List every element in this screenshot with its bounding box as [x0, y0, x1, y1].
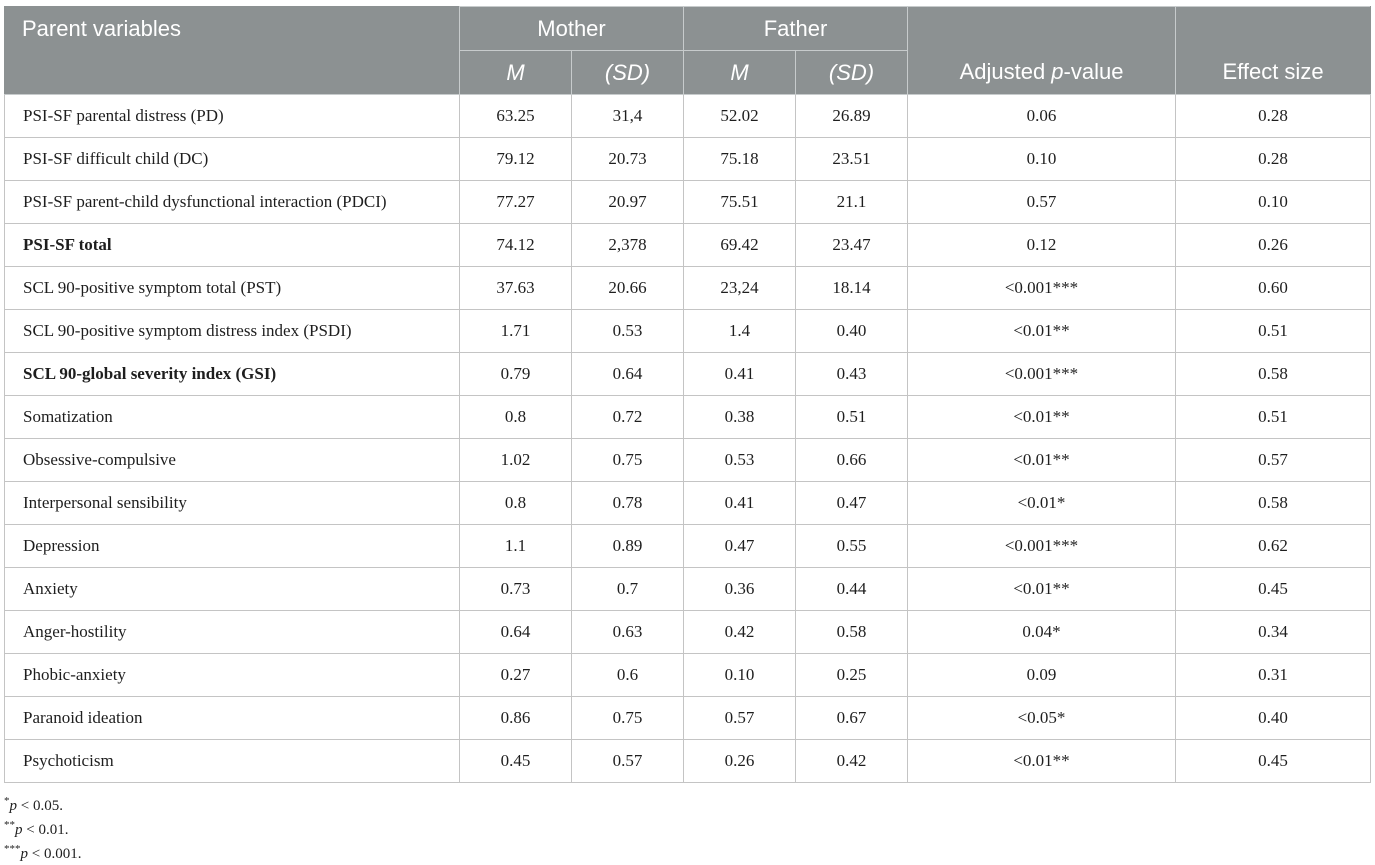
cell-mother-m: 1.1	[460, 525, 572, 568]
cell-father-sd: 0.43	[796, 353, 908, 396]
cell-father-m: 0.53	[684, 439, 796, 482]
cell-adjusted-p-value: 0.06	[908, 95, 1176, 138]
cell-adjusted-p-value: <0.01**	[908, 396, 1176, 439]
cell-father-sd: 23.51	[796, 138, 908, 181]
cell-variable: PSI-SF total	[5, 224, 460, 267]
cell-variable: PSI-SF difficult child (DC)	[5, 138, 460, 181]
cell-father-m: 69.42	[684, 224, 796, 267]
cell-variable: Paranoid ideation	[5, 697, 460, 740]
cell-father-m: 23,24	[684, 267, 796, 310]
cell-mother-sd: 0.89	[572, 525, 684, 568]
cell-father-sd: 0.58	[796, 611, 908, 654]
cell-effect-size: 0.51	[1176, 310, 1371, 353]
table-row	[5, 439, 1371, 482]
cell-father-sd: 23.47	[796, 224, 908, 267]
cell-variable: PSI-SF parental distress (PD)	[5, 95, 460, 138]
header-adjusted-p-value	[908, 7, 1176, 95]
cell-mother-sd: 0.64	[572, 353, 684, 396]
cell-father-m: 0.26	[684, 740, 796, 783]
table-body	[5, 95, 1371, 783]
cell-adjusted-p-value: <0.01*	[908, 482, 1176, 525]
footnote-p: p	[15, 822, 23, 838]
cell-father-sd: 0.44	[796, 568, 908, 611]
footnote-stars: ***	[4, 843, 21, 855]
header-mother-m: M	[460, 51, 572, 95]
table-row	[5, 482, 1371, 525]
header-mother: Mother	[460, 7, 684, 51]
footnote	[4, 814, 81, 838]
header-father-m: M	[684, 51, 796, 95]
footnote-text: < 0.05.	[17, 798, 63, 814]
cell-father-m: 52.02	[684, 95, 796, 138]
cell-mother-sd: 0.63	[572, 611, 684, 654]
cell-variable: SCL 90-global severity index (GSI)	[5, 353, 460, 396]
cell-adjusted-p-value: <0.01**	[908, 439, 1176, 482]
results-table	[4, 6, 1371, 783]
cell-mother-sd: 20.66	[572, 267, 684, 310]
header-adjusted-p-italic: p	[1051, 59, 1064, 84]
cell-variable: Interpersonal sensibility	[5, 482, 460, 525]
cell-father-sd: 0.51	[796, 396, 908, 439]
cell-mother-sd: 0.78	[572, 482, 684, 525]
table-row	[5, 654, 1371, 697]
cell-adjusted-p-value: <0.001***	[908, 353, 1176, 396]
cell-father-m: 1.4	[684, 310, 796, 353]
footnote-text: < 0.001.	[28, 846, 82, 862]
table-header	[5, 7, 1371, 95]
cell-effect-size: 0.10	[1176, 181, 1371, 224]
header-adjusted-p-suffix: -value	[1063, 59, 1124, 84]
cell-father-sd: 0.67	[796, 697, 908, 740]
cell-adjusted-p-value: 0.09	[908, 654, 1176, 697]
cell-effect-size: 0.40	[1176, 697, 1371, 740]
cell-effect-size: 0.34	[1176, 611, 1371, 654]
cell-adjusted-p-value: 0.57	[908, 181, 1176, 224]
cell-variable: Depression	[5, 525, 460, 568]
header-father: Father	[684, 7, 908, 51]
cell-father-m: 0.38	[684, 396, 796, 439]
table-row	[5, 224, 1371, 267]
cell-adjusted-p-value: 0.10	[908, 138, 1176, 181]
cell-father-m: 0.57	[684, 697, 796, 740]
table-row	[5, 310, 1371, 353]
header-parent-variables: Parent variables	[5, 7, 460, 95]
table-row	[5, 525, 1371, 568]
cell-father-sd: 0.42	[796, 740, 908, 783]
cell-mother-m: 0.79	[460, 353, 572, 396]
cell-mother-m: 0.8	[460, 396, 572, 439]
cell-father-m: 0.42	[684, 611, 796, 654]
footnote-p: p	[20, 846, 28, 862]
cell-mother-m: 0.73	[460, 568, 572, 611]
cell-mother-m: 74.12	[460, 224, 572, 267]
footnotes	[4, 790, 81, 862]
cell-variable: PSI-SF parent-child dysfunctional interaction (PDCI)	[5, 181, 460, 224]
cell-mother-m: 0.64	[460, 611, 572, 654]
cell-father-m: 75.51	[684, 181, 796, 224]
cell-effect-size: 0.26	[1176, 224, 1371, 267]
cell-effect-size: 0.60	[1176, 267, 1371, 310]
cell-mother-sd: 0.75	[572, 439, 684, 482]
cell-effect-size: 0.57	[1176, 439, 1371, 482]
cell-effect-size: 0.62	[1176, 525, 1371, 568]
cell-adjusted-p-value: <0.01**	[908, 740, 1176, 783]
cell-variable: Anger-hostility	[5, 611, 460, 654]
cell-father-sd: 0.66	[796, 439, 908, 482]
cell-mother-sd: 0.53	[572, 310, 684, 353]
cell-mother-sd: 31,4	[572, 95, 684, 138]
cell-mother-m: 79.12	[460, 138, 572, 181]
cell-effect-size: 0.45	[1176, 568, 1371, 611]
table-row	[5, 138, 1371, 181]
cell-mother-sd: 20.73	[572, 138, 684, 181]
cell-father-m: 0.47	[684, 525, 796, 568]
cell-effect-size: 0.51	[1176, 396, 1371, 439]
table-row	[5, 396, 1371, 439]
cell-mother-m: 1.02	[460, 439, 572, 482]
footnote-stars: **	[4, 819, 15, 831]
cell-mother-m: 37.63	[460, 267, 572, 310]
cell-mother-sd: 2,378	[572, 224, 684, 267]
cell-father-sd: 18.14	[796, 267, 908, 310]
cell-adjusted-p-value: <0.01**	[908, 568, 1176, 611]
cell-variable: Anxiety	[5, 568, 460, 611]
cell-effect-size: 0.28	[1176, 95, 1371, 138]
footnote-text: < 0.01.	[22, 822, 69, 838]
cell-variable: SCL 90-positive symptom distress index (PSDI)	[5, 310, 460, 353]
footnote	[4, 838, 81, 862]
cell-father-sd: 0.40	[796, 310, 908, 353]
header-adjusted-p-prefix: Adjusted	[959, 59, 1052, 84]
cell-mother-m: 0.45	[460, 740, 572, 783]
cell-mother-sd: 0.7	[572, 568, 684, 611]
table-row	[5, 697, 1371, 740]
cell-effect-size: 0.58	[1176, 482, 1371, 525]
header-father-sd: (SD)	[796, 51, 908, 95]
table-row	[5, 181, 1371, 224]
cell-effect-size: 0.58	[1176, 353, 1371, 396]
cell-father-sd: 0.25	[796, 654, 908, 697]
cell-effect-size: 0.28	[1176, 138, 1371, 181]
cell-father-m: 0.41	[684, 482, 796, 525]
header-mother-sd: (SD)	[572, 51, 684, 95]
cell-father-m: 75.18	[684, 138, 796, 181]
cell-mother-m: 0.86	[460, 697, 572, 740]
cell-variable: Somatization	[5, 396, 460, 439]
cell-effect-size: 0.31	[1176, 654, 1371, 697]
cell-mother-sd: 0.57	[572, 740, 684, 783]
cell-variable: Phobic-anxiety	[5, 654, 460, 697]
cell-father-sd: 26.89	[796, 95, 908, 138]
cell-mother-m: 0.27	[460, 654, 572, 697]
cell-adjusted-p-value: <0.001***	[908, 525, 1176, 568]
cell-father-sd: 0.47	[796, 482, 908, 525]
table-row	[5, 95, 1371, 138]
footnote-p: p	[9, 798, 17, 814]
cell-adjusted-p-value: 0.04*	[908, 611, 1176, 654]
cell-mother-sd: 20.97	[572, 181, 684, 224]
table-row	[5, 267, 1371, 310]
cell-adjusted-p-value: <0.001***	[908, 267, 1176, 310]
cell-father-m: 0.41	[684, 353, 796, 396]
cell-variable: Obsessive-compulsive	[5, 439, 460, 482]
cell-mother-m: 77.27	[460, 181, 572, 224]
cell-adjusted-p-value: <0.01**	[908, 310, 1176, 353]
cell-father-sd: 21.1	[796, 181, 908, 224]
cell-mother-m: 0.8	[460, 482, 572, 525]
cell-father-m: 0.10	[684, 654, 796, 697]
cell-father-sd: 0.55	[796, 525, 908, 568]
cell-mother-sd: 0.75	[572, 697, 684, 740]
cell-mother-m: 63.25	[460, 95, 572, 138]
cell-adjusted-p-value: <0.05*	[908, 697, 1176, 740]
table-row	[5, 353, 1371, 396]
cell-adjusted-p-value: 0.12	[908, 224, 1176, 267]
cell-mother-sd: 0.72	[572, 396, 684, 439]
table-row	[5, 611, 1371, 654]
table-row	[5, 568, 1371, 611]
footnote-stars: *	[4, 795, 10, 807]
cell-variable: SCL 90-positive symptom total (PST)	[5, 267, 460, 310]
footnote	[4, 790, 81, 814]
cell-father-m: 0.36	[684, 568, 796, 611]
cell-mother-sd: 0.6	[572, 654, 684, 697]
table-row	[5, 740, 1371, 783]
cell-effect-size: 0.45	[1176, 740, 1371, 783]
cell-variable: Psychoticism	[5, 740, 460, 783]
cell-mother-m: 1.71	[460, 310, 572, 353]
header-effect-size: Effect size	[1176, 7, 1371, 95]
